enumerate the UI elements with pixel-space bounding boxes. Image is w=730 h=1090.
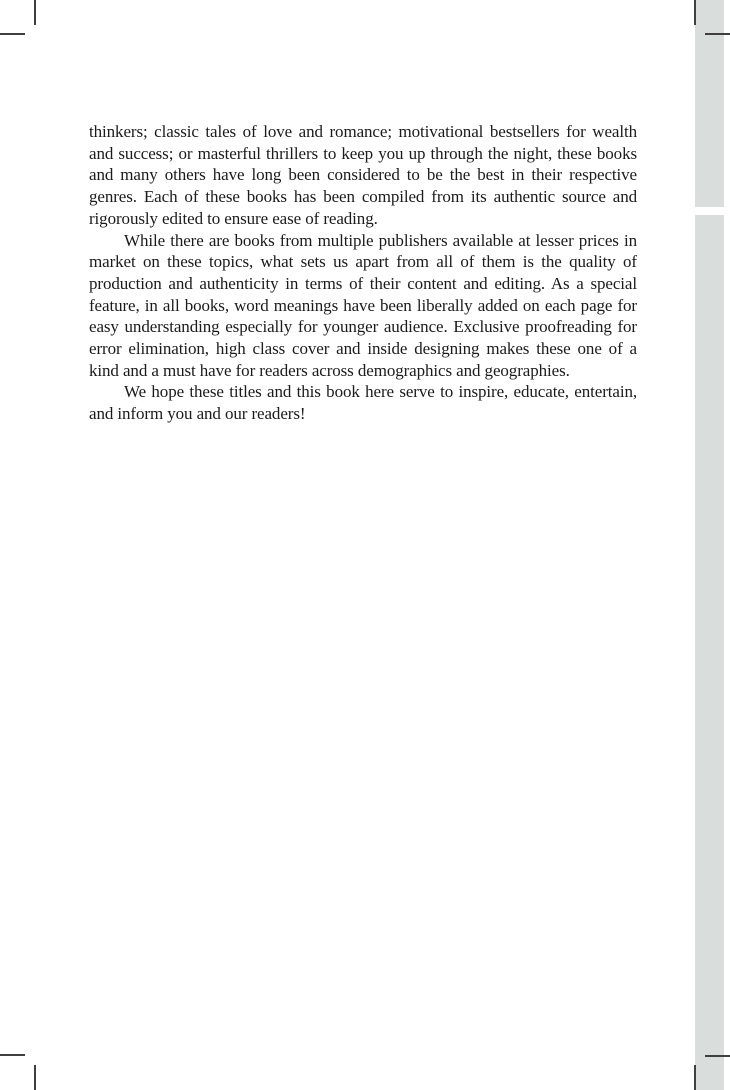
crop-mark-top-left-vertical <box>34 0 36 25</box>
crop-mark-top-right-vertical <box>694 0 696 25</box>
crop-mark-bottom-left-vertical <box>34 1065 36 1090</box>
body-text-paragraph: thinkers; classic tales of love and romance; motivational bestsellers for wealth and success; or masterful thrillers to keep you up through the night, these books and many others have long been considered to be the best in their respective genres. Each of these books has been compiled from its authentic source and rigorously edited to ensure ease of reading. <box>89 122 637 228</box>
crop-mark-bottom-left-horizontal <box>0 1054 25 1056</box>
crop-mark-top-right-horizontal <box>705 33 730 35</box>
crop-mark-bottom-right-horizontal <box>705 1055 730 1057</box>
crop-mark-bottom-right-vertical <box>694 1065 696 1090</box>
crop-mark-top-left-horizontal <box>0 33 25 35</box>
body-text-paragraph: While there are books from multiple publishers available at lesser prices in market on these topics, what sets us apart from all of them is the quality of production and authenticity in terms of their content and editing. As a special feature, in all books, word meanings have been liberally added on each page for easy understanding especially for younger audience. Exclusive proofreading for error elimination, high class cover and inside designing makes these one of a kind and a must have for readers across demographics and geographies. <box>89 230 637 380</box>
body-text <box>89 121 637 425</box>
next-page-edge-top-segment <box>695 0 724 207</box>
body-text-paragraph: We hope these titles and this book here serve to inspire, educate, entertain, and inform you and our readers! <box>89 382 637 424</box>
next-page-edge-bottom-segment <box>695 215 724 1090</box>
